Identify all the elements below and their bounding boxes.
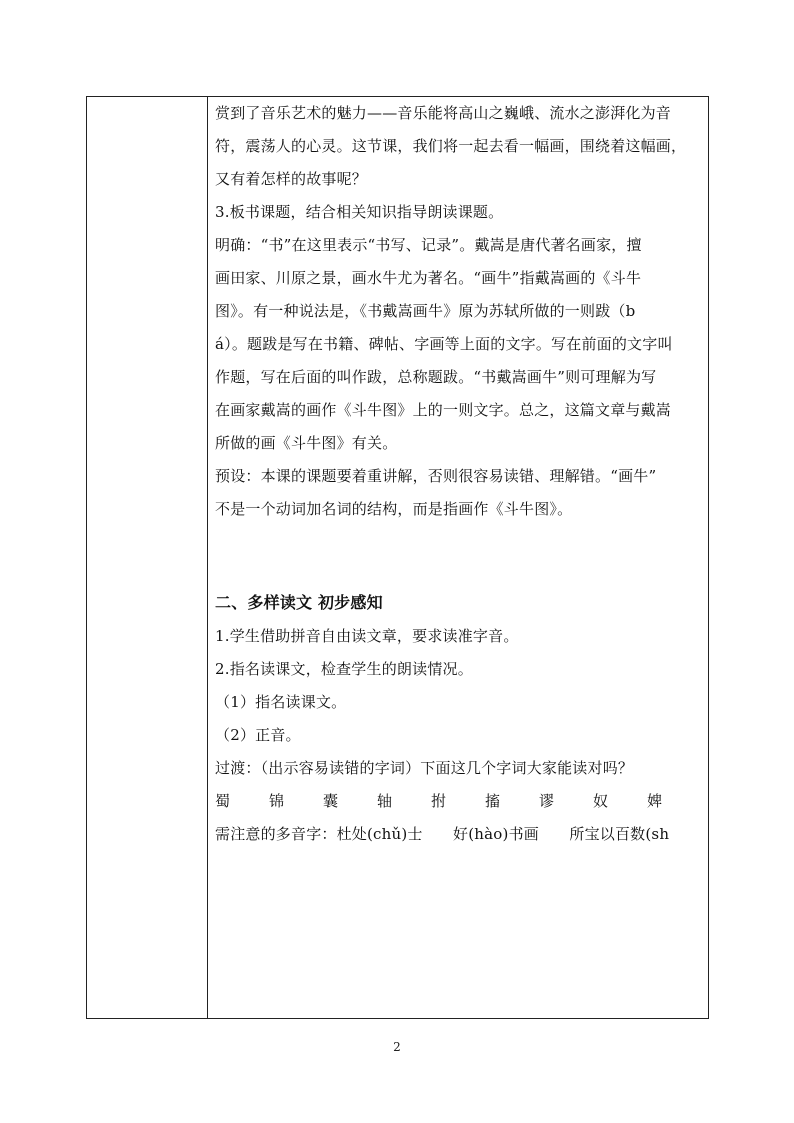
text-line: á）。题跋是写在书籍、碑帖、字画等上面的文字。写在前面的文字叫	[215, 335, 673, 353]
text-line: 赏到了音乐艺术的魅力——音乐能将高山之巍峨、流水之澎湃化为音	[215, 104, 672, 122]
character: 轴	[377, 792, 393, 810]
column-divider	[207, 97, 208, 1018]
character: 囊	[323, 792, 339, 810]
text-line: 符，震荡人的心灵。这节课，我们将一起去看一幅画，围绕着这幅画，	[215, 137, 687, 155]
character: 蜀	[215, 792, 231, 810]
text-line: 图》。有一种说法是，《书戴嵩画牛》原为苏轼所做的一则跋（b	[215, 302, 636, 320]
text-line: 作题，写在后面的叫作跋，总称题跋。“书戴嵩画牛”则可理解为写	[215, 368, 657, 386]
character: 拊	[431, 792, 447, 810]
character: 谬	[539, 792, 555, 810]
character: 婢	[647, 792, 663, 810]
text-line: 所做的画《斗牛图》有关。	[215, 434, 398, 452]
character: 搐	[485, 792, 501, 810]
left-column-cell	[87, 97, 207, 1018]
text-line: 又有着怎样的故事呢？	[215, 170, 368, 188]
content-cell	[215, 97, 703, 851]
text-line: 不是一个动词加名词的结构，而是指画作《斗牛图》。	[215, 500, 573, 518]
character-list	[215, 785, 703, 818]
polyphone-line: 需注意的多音字：杜处(chǔ)士 好(hào)书画 所宝以百数(sh	[215, 825, 670, 843]
text-line: （1）指名读课文。	[215, 693, 347, 711]
character: 奴	[593, 792, 609, 810]
text-line: 明确：“书”在这里表示“书写、记录”。戴嵩是唐代著名画家，擅	[215, 236, 642, 254]
text-line: 在画家戴嵩的画作《斗牛图》上的一则文字。总之，这篇文章与戴嵩	[215, 401, 672, 419]
text-line: 2.指名读课文，检查学生的朗读情况。	[215, 660, 473, 678]
text-line: 画田家、川原之景，画水牛尤为著名。“画牛”指戴嵩画的《斗牛	[215, 269, 642, 287]
page-number: 2	[393, 1040, 401, 1054]
text-line: 预设：本课的课题要着重讲解，否则很容易读错、理解错。“画牛”	[215, 467, 657, 485]
character: 锦	[269, 792, 285, 810]
text-line: 过渡：（出示容易读错的字词）下面这几个字词大家能读对吗？	[215, 759, 634, 777]
text-line: 3.板书课题，结合相关知识指导朗读课题。	[215, 203, 504, 221]
section-heading: 二、多样读文 初步感知	[215, 593, 383, 612]
text-line: （2）正音。	[215, 726, 301, 744]
lesson-table	[86, 96, 709, 1019]
text-line: 1.学生借助拼音自由读文章，要求读准字音。	[215, 627, 519, 645]
